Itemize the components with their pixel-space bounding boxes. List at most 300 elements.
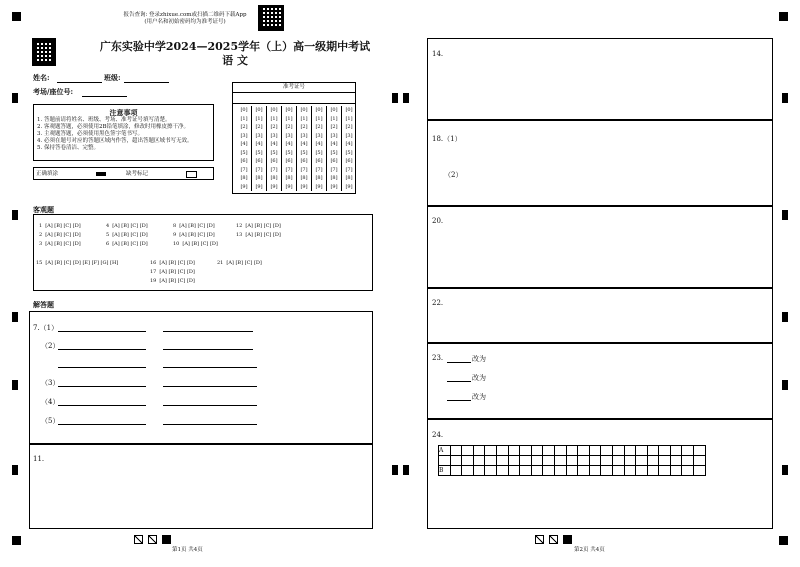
objective-question-number: 9: [173, 232, 177, 238]
absent-mark-checkbox[interactable]: [186, 171, 197, 178]
q24-grid-cell[interactable]: [531, 466, 543, 476]
notes-item: 1. 答题前请将姓名、班级、考场、准考证号填写清楚。: [37, 117, 171, 123]
exam-id-column[interactable]: [312, 106, 327, 191]
q24-grid-cell[interactable]: [589, 456, 601, 466]
q24-writing-grid[interactable]: [438, 445, 706, 476]
exam-id-digit-bubble[interactable]: [2]: [300, 124, 308, 130]
exam-id-digit-bubble[interactable]: [1]: [240, 115, 248, 122]
q24-grid-cell[interactable]: [682, 466, 694, 476]
exam-id-digit-bubble[interactable]: [6]: [345, 158, 353, 164]
objective-question[interactable]: [217, 260, 262, 266]
side-mark: [12, 465, 18, 475]
name-field[interactable]: [57, 82, 102, 83]
exam-id-digit-bubble[interactable]: [0]: [240, 107, 248, 113]
q24-grid-cell[interactable]: [612, 456, 624, 466]
objective-options[interactable]: [A] [B] [C] [D]: [112, 241, 148, 247]
q7-sub-label: （3）: [41, 379, 60, 387]
q24-grid-cell[interactable]: [578, 456, 590, 466]
q24-grid-cell[interactable]: [531, 446, 543, 456]
page-number-right: 第2页 共4页: [574, 547, 605, 553]
objective-question-number: 8: [173, 223, 177, 229]
exam-id-column[interactable]: [252, 106, 267, 191]
exam-id-digit-bubble[interactable]: [6]: [315, 158, 323, 164]
q24-grid-cell[interactable]: [670, 466, 682, 476]
exam-id-digit-bubble[interactable]: [5]: [330, 149, 338, 156]
exam-id-digit-bubble[interactable]: [8]: [270, 175, 278, 181]
q24-grid-cell[interactable]: [462, 446, 474, 456]
q24-grid-cell[interactable]: [682, 456, 694, 466]
q24-grid-cell[interactable]: [508, 446, 520, 456]
q7-1-line-a[interactable]: [58, 331, 146, 332]
exam-id-column[interactable]: [237, 106, 252, 191]
exam-id-digit-bubble[interactable]: [9]: [315, 183, 323, 190]
q24-grid-cell[interactable]: [450, 446, 462, 456]
q24-grid-cell[interactable]: [624, 456, 636, 466]
exam-id-digit-bubble[interactable]: [9]: [345, 183, 353, 190]
q24-grid-cell[interactable]: [462, 466, 474, 476]
notes-item: 4. 必须在题号对应的答题区域内作答，超出答题区域书写无效。: [37, 138, 193, 144]
side-mark: [12, 93, 18, 103]
page-mark-hatched: [549, 535, 558, 544]
answer-box-q7[interactable]: [29, 311, 373, 444]
exam-id-digit-bubble[interactable]: [2]: [330, 124, 338, 130]
q24-grid-row[interactable]: [439, 456, 706, 466]
q7-5-line-b[interactable]: [163, 424, 257, 425]
objective-options[interactable]: [A] [B] [C] [D]: [45, 223, 81, 229]
q18-label: 18.（1）: [432, 135, 462, 143]
q24-grid-cell[interactable]: [485, 456, 497, 466]
objective-options[interactable]: [A] [B] [C] [D] [E] [F] [G] [H]: [45, 260, 119, 266]
exam-id-digit-bubble[interactable]: [0]: [255, 107, 263, 113]
q24-grid-cell[interactable]: [520, 456, 532, 466]
objective-question[interactable]: [106, 232, 148, 238]
exam-id-digit-bubble[interactable]: [1]: [315, 115, 323, 122]
q24-grid-cell[interactable]: A: [439, 446, 451, 456]
exam-id-column[interactable]: [267, 106, 282, 191]
fill-example-box: [33, 167, 214, 180]
q14-label: 14.: [432, 50, 444, 58]
exam-id-digit-bubble[interactable]: [4]: [240, 141, 248, 147]
exam-id-box: [232, 82, 356, 194]
q24-grid-cell[interactable]: [647, 446, 659, 456]
q23-label: 23.: [432, 354, 444, 362]
q23-blank-2[interactable]: [447, 381, 471, 382]
objective-options[interactable]: [A] [B] [C] [D]: [226, 260, 262, 266]
center-mark: [392, 93, 398, 103]
exam-id-column[interactable]: [327, 106, 342, 191]
objective-options[interactable]: [A] [B] [C] [D]: [112, 232, 148, 238]
exam-id-digit-bubble[interactable]: [5]: [285, 149, 293, 156]
exam-id-digit-bubble[interactable]: [4]: [300, 141, 308, 147]
exam-id-digit-bubble[interactable]: [6]: [330, 158, 338, 164]
objective-question[interactable]: [173, 232, 215, 238]
exam-id-digit-bubble[interactable]: [7]: [255, 166, 263, 173]
objective-question-number: 21: [217, 260, 224, 266]
exam-id-digit-bubble[interactable]: [6]: [300, 158, 308, 164]
seat-field[interactable]: [82, 96, 127, 97]
exam-id-digit-bubble[interactable]: [1]: [345, 115, 353, 122]
corner-mark: [12, 536, 21, 545]
q24-grid-cell[interactable]: [543, 456, 555, 466]
q24-grid-cell[interactable]: [543, 466, 555, 476]
objective-question-number: 6: [106, 241, 110, 247]
exam-id-digit-bubble[interactable]: [6]: [255, 158, 263, 164]
exam-id-digit-bubble[interactable]: [1]: [270, 115, 278, 122]
q24-grid-cell[interactable]: [566, 446, 578, 456]
q24-grid-cell[interactable]: [578, 446, 590, 456]
q24-grid-cell[interactable]: [485, 446, 497, 456]
q24-label: 24.: [432, 431, 444, 439]
notes-item: 2. 客观题答题，必须使用2B铅笔填涂，修改时用橡皮擦干净。: [37, 124, 190, 130]
objective-options[interactable]: [A] [B] [C] [D]: [159, 260, 195, 266]
q7-label: 7.（1）: [33, 324, 59, 332]
exam-id-digit-bubble[interactable]: [9]: [255, 183, 263, 190]
q7-4-line-b[interactable]: [163, 405, 257, 406]
q24-grid-cell[interactable]: [670, 456, 682, 466]
objective-question-number: 4: [106, 223, 110, 229]
q24-grid-cell[interactable]: B: [439, 466, 451, 476]
exam-id-digit-bubble[interactable]: [3]: [300, 132, 308, 139]
q24-grid-cell[interactable]: [462, 456, 474, 466]
app-qr-code[interactable]: [258, 5, 284, 31]
q7-sub-label: （5）: [41, 417, 60, 425]
q18-2-label: （2）: [444, 171, 463, 179]
side-mark: [12, 380, 18, 390]
side-mark: [782, 312, 788, 322]
q24-grid-cell[interactable]: [485, 466, 497, 476]
answer-box-q22[interactable]: [427, 288, 773, 343]
q24-grid-cell[interactable]: [508, 466, 520, 476]
exam-id-digit-bubble[interactable]: [6]: [270, 158, 278, 164]
q24-grid-cell[interactable]: [554, 456, 566, 466]
notes-box: [33, 104, 214, 161]
objective-question-number: 1: [39, 223, 43, 229]
exam-id-digit-bubble[interactable]: [6]: [285, 158, 293, 164]
objective-question[interactable]: [150, 278, 195, 284]
q24-grid-cell[interactable]: [647, 466, 659, 476]
exam-id-digit-bubble[interactable]: [2]: [270, 124, 278, 130]
name-label: 姓名:: [33, 73, 50, 82]
exam-id-digit-bubble[interactable]: [9]: [300, 183, 308, 190]
q20-label: 20.: [432, 217, 444, 225]
exam-id-digit-bubble[interactable]: [7]: [345, 166, 353, 173]
side-mark: [782, 465, 788, 475]
correct-fill-label: 正确填涂: [36, 171, 59, 177]
exam-id-digit-bubble[interactable]: [5]: [240, 149, 248, 156]
q24-grid-cell[interactable]: [601, 456, 613, 466]
exam-id-digit-bubble[interactable]: [3]: [345, 132, 353, 139]
q24-grid-cell[interactable]: [659, 466, 671, 476]
q11-label: 11.: [33, 455, 45, 463]
exam-id-column[interactable]: [297, 106, 312, 191]
exam-id-digit-bubble[interactable]: [1]: [330, 115, 338, 122]
report-notice-line1: 报告查询: 登录zhixue.com或扫描二维码下载App: [123, 12, 247, 18]
q23-blank-3[interactable]: [447, 400, 471, 401]
objective-options[interactable]: [A] [B] [C] [D]: [182, 241, 218, 247]
exam-id-digit-bubble[interactable]: [4]: [270, 141, 278, 147]
q24-grid-cell[interactable]: [682, 446, 694, 456]
q24-grid-cell[interactable]: [659, 446, 671, 456]
exam-id-digit-bubble[interactable]: [5]: [255, 149, 263, 156]
answer-box-q18[interactable]: [427, 120, 773, 206]
objective-options[interactable]: [A] [B] [C] [D]: [179, 232, 215, 238]
objective-options[interactable]: [A] [B] [C] [D]: [45, 241, 81, 247]
objective-question-number: 17: [150, 269, 157, 275]
subject-title: 语 文: [222, 54, 248, 67]
page-mark-solid: [563, 535, 572, 544]
objective-question[interactable]: [106, 223, 148, 229]
answer-box-q24[interactable]: [427, 419, 773, 529]
objective-question-number: 13: [236, 232, 243, 238]
q7-2-line-d[interactable]: [163, 367, 257, 368]
q24-grid-cell[interactable]: [612, 466, 624, 476]
objective-question-number: 10: [173, 241, 180, 247]
q24-grid-cell[interactable]: [647, 456, 659, 466]
exam-id-digit-bubble[interactable]: [4]: [345, 141, 353, 147]
objective-question[interactable]: [173, 223, 215, 229]
q7-2-line-b[interactable]: [163, 349, 253, 350]
page-mark-hatched: [535, 535, 544, 544]
exam-id-digit-bubble[interactable]: [8]: [255, 175, 263, 181]
exam-id-digit-bubble[interactable]: [4]: [285, 141, 293, 147]
exam-id-digit-bubble[interactable]: [4]: [255, 141, 263, 147]
exam-id-digit-bubble[interactable]: [9]: [240, 183, 248, 190]
objective-options[interactable]: [A] [B] [C] [D]: [245, 232, 281, 238]
side-mark: [782, 93, 788, 103]
objective-options[interactable]: [A] [B] [C] [D]: [159, 269, 195, 275]
objective-question-number: 5: [106, 232, 110, 238]
q7-5-line-a[interactable]: [58, 424, 146, 425]
q24-grid-cell[interactable]: [473, 466, 485, 476]
exam-id-digit-bubble[interactable]: [0]: [345, 107, 353, 113]
objective-question-number: 12: [236, 223, 243, 229]
q24-grid-cell[interactable]: [601, 446, 613, 456]
exam-title: 广东实验中学2024—2025学年（上）高一级期中考试: [99, 40, 371, 53]
notes-list: [37, 117, 213, 152]
exam-id-digit-columns[interactable]: [233, 104, 355, 192]
exam-id-digit-bubble[interactable]: [8]: [240, 175, 248, 181]
q24-grid-row[interactable]: [439, 446, 706, 456]
q24-grid-cell[interactable]: [508, 456, 520, 466]
exam-id-digit-bubble[interactable]: [7]: [270, 166, 278, 173]
q24-grid-cell[interactable]: [496, 456, 508, 466]
q24-grid-cell[interactable]: [694, 466, 706, 476]
objective-question-number: 15: [36, 260, 43, 266]
exam-id-digit-bubble[interactable]: [5]: [315, 149, 323, 156]
exam-id-digit-bubble[interactable]: [4]: [330, 141, 338, 147]
exam-id-digit-bubble[interactable]: [1]: [255, 115, 263, 122]
answer-box-q11[interactable]: [29, 444, 373, 529]
q7-sub-label: （2）: [41, 342, 60, 350]
q24-grid-cell[interactable]: [496, 466, 508, 476]
exam-id-digit-bubble[interactable]: [4]: [315, 141, 323, 147]
exam-id-digit-bubble[interactable]: [1]: [300, 115, 308, 122]
objective-question[interactable]: [39, 232, 81, 238]
objective-question-number: 2: [39, 232, 43, 238]
q24-grid-cell[interactable]: [520, 446, 532, 456]
center-mark: [403, 465, 409, 475]
exam-id-digit-bubble[interactable]: [2]: [285, 124, 293, 130]
objective-options[interactable]: [A] [B] [C] [D]: [245, 223, 281, 229]
page-number-left: 第1页 共4页: [172, 547, 203, 553]
q24-grid-cell[interactable]: [589, 446, 601, 456]
q24-grid-cell[interactable]: [694, 456, 706, 466]
q24-grid-cell[interactable]: [612, 446, 624, 456]
objective-question-number: 19: [150, 278, 157, 284]
q24-grid-cell[interactable]: [496, 446, 508, 456]
q24-grid-cell[interactable]: [636, 446, 648, 456]
center-mark: [392, 465, 398, 475]
q24-grid-cell[interactable]: [636, 466, 648, 476]
notes-title: 注意事项: [109, 108, 138, 117]
exam-id-digit-bubble[interactable]: [9]: [285, 183, 293, 190]
q23-text-1: 改为: [472, 355, 486, 363]
exam-id-digit-bubble[interactable]: [2]: [315, 124, 323, 130]
exam-id-digit-bubble[interactable]: [9]: [330, 183, 338, 190]
notes-item: 3. 主观题答题，必须使用黑色签字笔书写。: [37, 131, 143, 137]
objective-box: [33, 214, 373, 291]
objective-question[interactable]: [236, 223, 281, 229]
side-mark: [12, 210, 18, 220]
q7-3-line-b[interactable]: [163, 386, 257, 387]
page-mark-solid: [162, 535, 171, 544]
q24-grid-cell[interactable]: [694, 446, 706, 456]
q24-grid-cell[interactable]: [520, 466, 532, 476]
exam-id-digit-bubble[interactable]: [5]: [270, 149, 278, 156]
exam-id-digit-bubble[interactable]: [1]: [285, 115, 293, 122]
q23-text-2: 改为: [472, 374, 486, 382]
exam-id-digit-bubble[interactable]: [2]: [240, 124, 248, 130]
q7-3-line-a[interactable]: [58, 386, 146, 387]
q24-grid-cell[interactable]: [450, 456, 462, 466]
answer-box-q20[interactable]: [427, 206, 773, 288]
q24-grid-cell[interactable]: [636, 456, 648, 466]
absent-mark-label: 缺考标记: [126, 171, 149, 177]
objective-options[interactable]: [A] [B] [C] [D]: [179, 223, 215, 229]
exam-id-digit-bubble[interactable]: [8]: [300, 175, 308, 181]
exam-id-column[interactable]: [342, 106, 356, 191]
objective-options[interactable]: [A] [B] [C] [D]: [112, 223, 148, 229]
q7-2-line-c[interactable]: [58, 367, 146, 368]
exam-id-column[interactable]: [282, 106, 297, 191]
objective-question[interactable]: [39, 241, 81, 247]
exam-id-digit-bubble[interactable]: [9]: [270, 183, 278, 190]
exam-id-digit-bubble[interactable]: [5]: [300, 149, 308, 156]
objective-question[interactable]: [36, 260, 118, 266]
exam-id-digit-bubble[interactable]: [0]: [270, 107, 278, 113]
exam-id-digit-bubble[interactable]: [0]: [285, 107, 293, 113]
objective-options[interactable]: [A] [B] [C] [D]: [159, 278, 195, 284]
q24-grid-cell[interactable]: [439, 456, 451, 466]
objective-question[interactable]: [150, 269, 195, 275]
side-mark: [782, 210, 788, 220]
q23-blank-1[interactable]: [447, 362, 471, 363]
q24-grid-cell[interactable]: [554, 446, 566, 456]
q24-grid-cell[interactable]: [659, 456, 671, 466]
exam-id-digit-bubble[interactable]: [2]: [255, 124, 263, 130]
q24-grid-cell[interactable]: [473, 456, 485, 466]
exam-id-digit-bubble[interactable]: [3]: [285, 132, 293, 139]
q24-grid-cell[interactable]: [450, 466, 462, 476]
objective-options[interactable]: [A] [B] [C] [D]: [45, 232, 81, 238]
notes-item: 5. 保持答卷清洁、完整。: [37, 145, 99, 151]
exam-id-digit-bubble[interactable]: [6]: [240, 158, 248, 164]
q24-grid-cell[interactable]: [531, 456, 543, 466]
report-notice-line2: (用户名和初始密码均为准考证号): [144, 19, 226, 25]
q24-grid-cell[interactable]: [578, 466, 590, 476]
exam-id-digit-bubble[interactable]: [0]: [300, 107, 308, 113]
objective-question[interactable]: [106, 241, 148, 247]
exam-id-label: 准考证号: [233, 83, 355, 93]
exam-id-digit-bubble[interactable]: [8]: [330, 175, 338, 181]
q24-grid-cell[interactable]: [554, 466, 566, 476]
exam-id-digit-bubble[interactable]: [7]: [285, 166, 293, 173]
q24-grid-cell[interactable]: [473, 446, 485, 456]
exam-id-write-row[interactable]: [233, 93, 355, 104]
exam-id-digit-bubble[interactable]: [3]: [240, 132, 248, 139]
objective-question[interactable]: [173, 241, 218, 247]
q24-grid-cell[interactable]: [543, 446, 555, 456]
q7-2-line-a[interactable]: [58, 349, 146, 350]
answer-box-q14[interactable]: [427, 38, 773, 120]
corner-mark: [779, 536, 788, 545]
side-mark: [782, 380, 788, 390]
q24-grid-row[interactable]: [439, 466, 706, 476]
exam-id-digit-bubble[interactable]: [5]: [345, 149, 353, 156]
exam-id-digit-bubble[interactable]: [3]: [255, 132, 263, 139]
objective-question-number: 16: [150, 260, 157, 266]
q7-4-line-a[interactable]: [58, 405, 146, 406]
exam-id-digit-bubble[interactable]: [7]: [330, 166, 338, 173]
objective-question[interactable]: [39, 223, 81, 229]
exam-id-digit-bubble[interactable]: [3]: [270, 132, 278, 139]
q7-sub-label: （4）: [41, 398, 60, 406]
exam-id-digit-bubble[interactable]: [0]: [330, 107, 338, 113]
q24-grid-cell[interactable]: [601, 466, 613, 476]
exam-id-digit-bubble[interactable]: [8]: [285, 175, 293, 181]
q24-grid-cell[interactable]: [566, 466, 578, 476]
subjective-section-label: 解答题: [33, 300, 54, 309]
answer-box-q23[interactable]: [427, 343, 773, 419]
exam-id-digit-bubble[interactable]: [2]: [345, 124, 353, 130]
report-notice: [110, 12, 260, 26]
correct-fill-sample: [96, 172, 106, 176]
q24-grid-cell[interactable]: [624, 466, 636, 476]
q24-grid-cell[interactable]: [624, 446, 636, 456]
q24-grid-cell[interactable]: [566, 456, 578, 466]
exam-id-digit-bubble[interactable]: [8]: [345, 175, 353, 181]
exam-id-digit-bubble[interactable]: [0]: [315, 107, 323, 113]
objective-question[interactable]: [236, 232, 281, 238]
class-field[interactable]: [124, 82, 169, 83]
seat-label: 考场/座位号:: [33, 87, 74, 96]
page-mark-hatched: [134, 535, 143, 544]
exam-id-digit-bubble[interactable]: [7]: [240, 166, 248, 173]
q22-label: 22.: [432, 299, 444, 307]
exam-id-digit-bubble[interactable]: [3]: [315, 132, 323, 139]
objective-question[interactable]: [150, 260, 195, 266]
side-mark: [12, 312, 18, 322]
student-qr-code: [32, 38, 56, 66]
exam-id-digit-bubble[interactable]: [7]: [300, 166, 308, 173]
exam-id-digit-bubble[interactable]: [7]: [315, 166, 323, 173]
objective-section-label: 客观题: [33, 205, 54, 214]
q24-grid-cell[interactable]: [589, 466, 601, 476]
exam-id-digit-bubble[interactable]: [3]: [330, 132, 338, 139]
q7-1-line-b[interactable]: [163, 331, 253, 332]
exam-id-digit-bubble[interactable]: [8]: [315, 175, 323, 181]
q24-grid-cell[interactable]: [670, 446, 682, 456]
